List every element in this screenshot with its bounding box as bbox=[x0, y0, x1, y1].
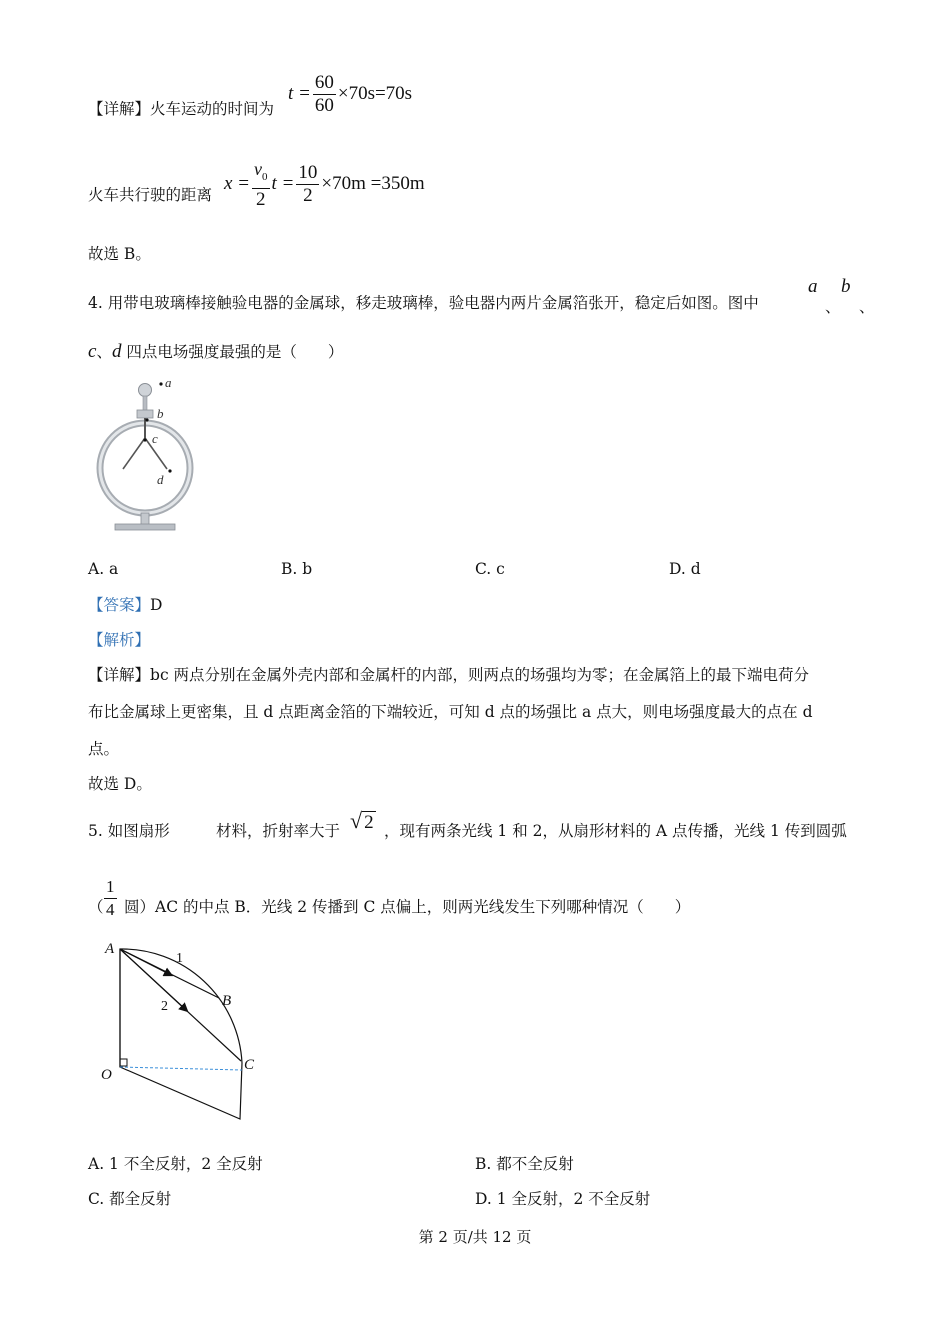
q4-sep1: 、 bbox=[825, 298, 841, 316]
q4-option-c[interactable]: C. c bbox=[475, 560, 505, 578]
label-b: b bbox=[157, 406, 164, 421]
point-b-dot bbox=[145, 418, 148, 421]
q5-stem-b: 材料，折射率大于 bbox=[216, 822, 341, 840]
dashed-OC bbox=[120, 1067, 242, 1070]
q4-b: b bbox=[841, 276, 851, 297]
q5-stem-open: （ bbox=[88, 898, 104, 916]
q5-stem-line2: 圆）AC 的中点 B．光线 2 传播到 C 点偏上，则两光线发生下列哪种情况（ ） bbox=[124, 898, 691, 916]
q4-d: d bbox=[111, 341, 122, 362]
label-O: O bbox=[101, 1067, 112, 1083]
page-footer: 第 2 页/共 12 页 bbox=[418, 1228, 532, 1246]
label-d: d bbox=[157, 472, 164, 487]
eq2-v: v bbox=[254, 159, 263, 179]
q4-sep3: 、 bbox=[96, 343, 112, 361]
insulator-plug bbox=[137, 410, 153, 418]
q4-detail-text1: bc 两点分别在金属外壳内部和金属杆的内部，则两点的场强均为零；在金属箔上的最下端电荷分 bbox=[150, 666, 810, 684]
eq2-mid: t = bbox=[271, 172, 295, 194]
answer-label: 【答案】 bbox=[88, 596, 151, 614]
q4-detail-line3: 点。 bbox=[88, 740, 120, 758]
eq1-rhs: ×70s=70s bbox=[337, 82, 413, 104]
label-c: c bbox=[152, 431, 158, 446]
q4-option-b[interactable]: B. b bbox=[281, 560, 313, 578]
label-ray2: 2 bbox=[161, 999, 168, 1014]
detail-text: 火车运动的时间为 bbox=[150, 100, 275, 118]
stand-base bbox=[115, 524, 175, 530]
analysis-label: 【解析】 bbox=[88, 631, 151, 649]
point-c-dot bbox=[143, 438, 146, 441]
label-a: a bbox=[165, 375, 172, 390]
q5-option-c[interactable]: C. 都全反射 bbox=[88, 1190, 172, 1208]
sector-outline bbox=[120, 949, 242, 1119]
q5-option-d[interactable]: D. 1 全反射，2 不全反射 bbox=[475, 1190, 651, 1208]
detail-line-time bbox=[88, 98, 274, 120]
point-a-dot bbox=[159, 382, 162, 385]
sector-figure bbox=[95, 935, 275, 1125]
ray-1-arrow bbox=[120, 949, 169, 974]
eq1-den: 60 bbox=[314, 95, 334, 116]
eq2-rhs: ×70m =350m bbox=[321, 172, 425, 194]
foil-left bbox=[123, 438, 145, 469]
q5-frac-num: 1 bbox=[104, 876, 117, 899]
q4-answer bbox=[88, 594, 162, 616]
q5-option-a[interactable]: A. 1 不全反射，2 全反射 bbox=[88, 1155, 263, 1173]
right-angle-mark bbox=[120, 1059, 127, 1066]
eq2-num2: 10 bbox=[298, 161, 318, 183]
q4-sep2: 、 bbox=[859, 298, 875, 316]
eq2-v-sub: 0 bbox=[262, 170, 268, 183]
q4-option-a[interactable]: A. a bbox=[88, 560, 119, 578]
q4-conclusion: 故选 D。 bbox=[88, 775, 152, 793]
label-B: B bbox=[222, 993, 232, 1009]
distance-text: 火车共行驶的距离 bbox=[88, 186, 213, 204]
electroscope-figure bbox=[95, 372, 215, 537]
detail-label: 【详解】 bbox=[88, 100, 151, 118]
q4-option-d[interactable]: D. d bbox=[669, 560, 701, 578]
eq2-lhs: x = bbox=[224, 172, 251, 194]
label-ray1: 1 bbox=[176, 951, 183, 966]
q4-stem-line1: 4. 用带电玻璃棒接触验电器的金属球，移走玻璃棒，验电器内两片金属箔张开，稳定后如图。图中 bbox=[88, 294, 759, 312]
equation-distance bbox=[224, 158, 425, 211]
metal-ball bbox=[139, 384, 152, 397]
sqrt-two: √ 2 bbox=[350, 808, 374, 833]
q4-a: a bbox=[808, 276, 818, 297]
eq1-lhs: t = bbox=[288, 82, 311, 104]
eq1-num: 60 bbox=[314, 72, 334, 93]
stand-neck bbox=[141, 513, 149, 525]
answer-value: D bbox=[150, 596, 163, 614]
q4-stem-line2 bbox=[88, 341, 343, 363]
q5-quarter-fraction bbox=[102, 876, 119, 921]
label-A: A bbox=[105, 941, 115, 957]
q4-detail-line1 bbox=[88, 664, 809, 686]
q4-detail-label: 【详解】 bbox=[88, 666, 151, 684]
eq2-den2: 2 bbox=[303, 184, 313, 206]
q5-option-b[interactable]: B. 都不全反射 bbox=[475, 1155, 574, 1173]
point-d-dot bbox=[168, 469, 171, 472]
q5-stem-a: 5. 如图扇形 bbox=[88, 822, 170, 840]
q4-detail-line2: 布比金属球上更密集，且 d 点距离金箔的下端较近，可知 d 点的场强比 a 点大，则电场强度最大的点在 d bbox=[88, 703, 813, 721]
eq2-den1: 2 bbox=[256, 188, 266, 210]
q5-frac-den: 4 bbox=[106, 900, 115, 919]
q4-c: c bbox=[88, 341, 97, 362]
q5-stem-c: ，现有两条光线 1 和 2，从扇形材料的 A 点传播，光线 1 传到圆弧 bbox=[384, 822, 847, 840]
label-C: C bbox=[244, 1057, 255, 1073]
equation-time bbox=[288, 72, 412, 117]
q4-text2: 四点电场强度最强的是（ ） bbox=[126, 343, 344, 361]
sqrt-value: 2 bbox=[364, 812, 374, 833]
conclusion-b: 故选 B。 bbox=[88, 245, 151, 263]
